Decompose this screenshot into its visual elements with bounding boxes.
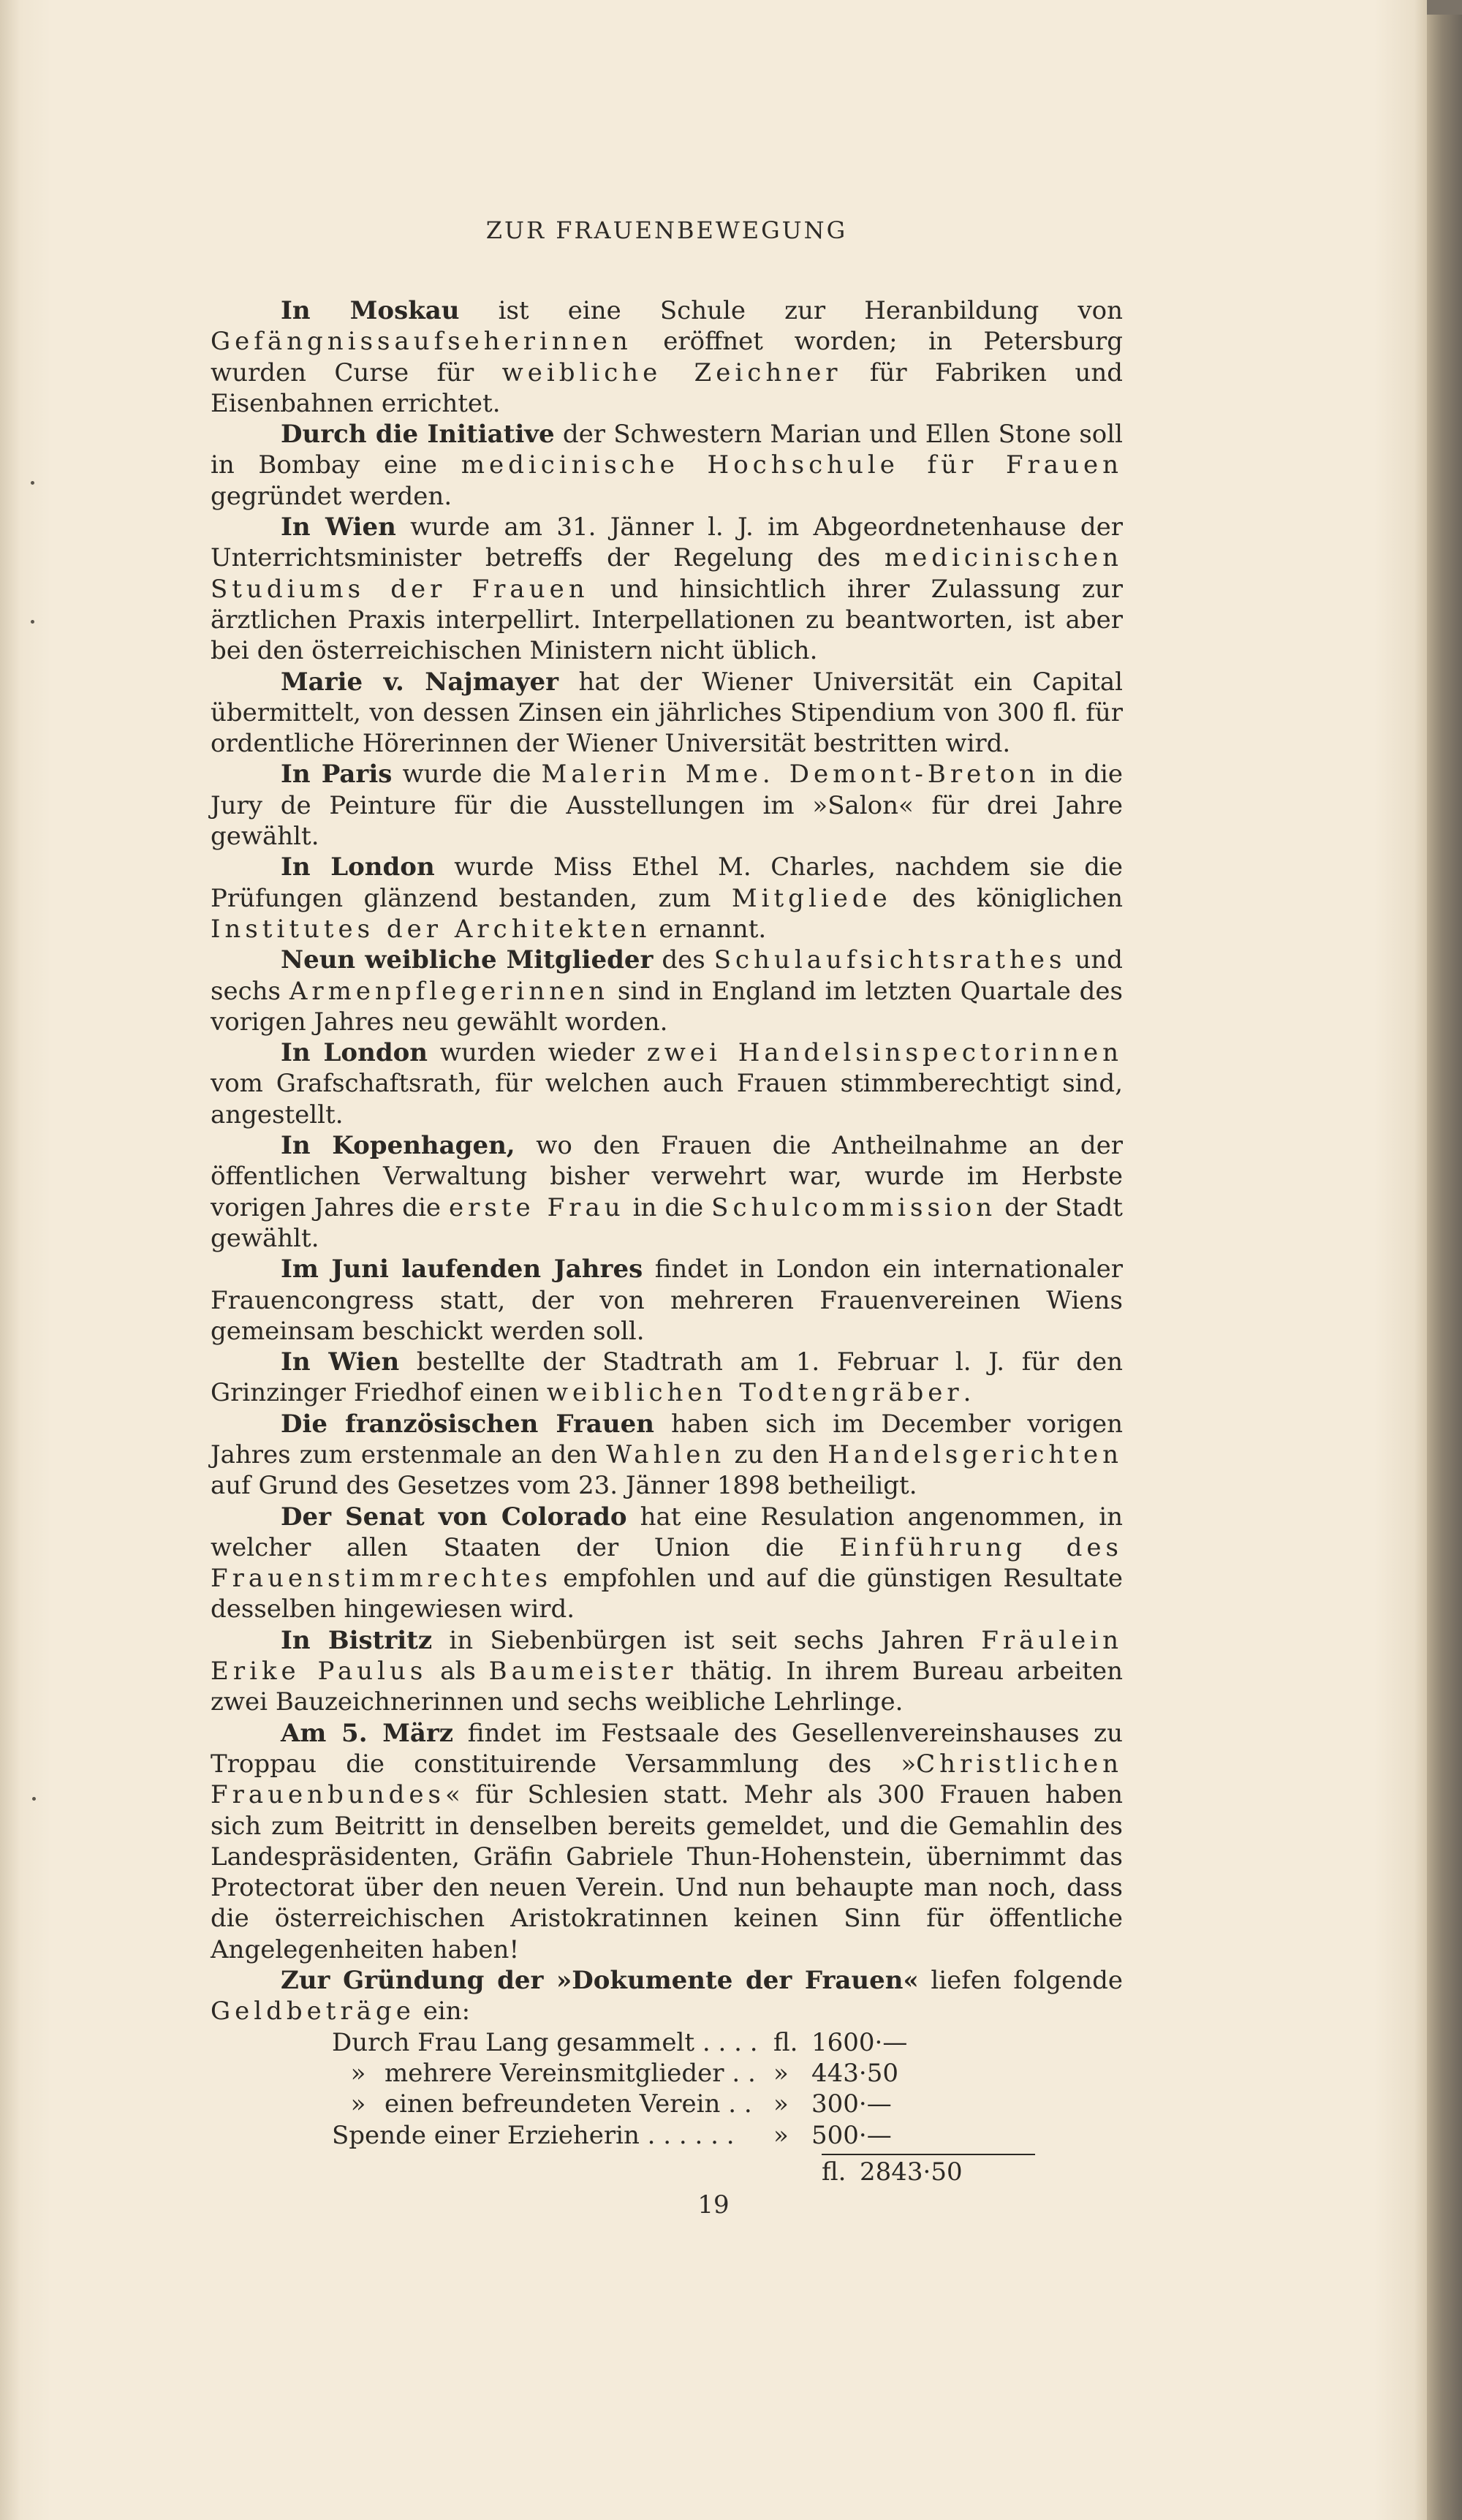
body-text: ein: [414,1997,471,2027]
lead-phrase: Durch die Initiative [281,420,555,450]
lead-phrase: In Bistritz [281,1625,433,1655]
body-text: ernannt. [651,914,767,944]
donation-currency: » [773,2120,789,2150]
lead-phrase: In London [281,1038,428,1068]
donation-amount: 500·— [811,2120,892,2150]
spaced-emphasis: Mitgliede [731,883,892,913]
body-text: des königlichen [891,883,1124,913]
lead-phrase: Die französischen Frauen [281,1409,654,1439]
donation-source: einen befreundeten Verein [385,2089,721,2119]
spaced-emphasis: Einführung des Frauenstimmrechtes [211,1532,1123,1594]
body-text: liefen folgende [918,1966,1124,1996]
ditto-mark: » [350,2058,366,2088]
news-item [211,1347,1123,1409]
donation-row [211,2089,1123,2119]
spaced-emphasis: Institutes der Architekten [211,914,651,944]
news-item [211,667,1123,760]
donation-amount: 443·50 [811,2058,898,2088]
body-text: in die [624,1192,712,1222]
news-item [211,1130,1123,1254]
donation-table [211,2027,1123,2189]
donation-currency: fl. [773,2027,798,2057]
margin-dot [31,481,34,485]
body-text: . [963,1378,971,1408]
news-item [211,1409,1123,1502]
total-currency: fl. [822,2157,846,2187]
donation-source: Spende einer Erzieherin [332,2120,640,2150]
spaced-emphasis: Christlichen Frauenbundes [211,1749,1123,1810]
leader-dots: . . . . [694,2027,758,2057]
lead-phrase: In Paris [281,760,393,790]
lead-phrase: In Wien [281,1347,400,1377]
news-item [211,419,1123,512]
body-text: für Fabriken und Eisenbahnen errichtet. [211,357,1123,418]
spaced-emphasis: erste Frau [448,1192,625,1222]
body-text: auf Grund des Gesetzes vom 23. Jänner 1898 betheiligt. [211,1471,917,1501]
spaced-emphasis: Schulaufsichtsrathes [713,945,1067,975]
body-text: als [427,1657,489,1687]
lead-phrase: In Moskau [281,296,460,325]
body-text: thätig. In ihrem Bureau arbeiten zwei Bauzeichnerinnen und sechs weibliche Lehrlinge. [211,1657,1123,1717]
donation-source: mehrere Vereinsmitglieder [385,2058,724,2088]
body-text: des [653,945,714,975]
news-item [211,1254,1123,1347]
body-text: wurde am 31. Jänner l. J. im Abgeordnetenhause der Unterrichtsminister betreffs der Regelung des [211,512,1123,573]
page-edge [1427,15,1462,2520]
news-item [211,1625,1123,1718]
body-text: der Schwestern Marian und Ellen Stone soll in Bombay eine [211,420,1123,480]
lead-phrase: Am 5. März [281,1718,454,1748]
donation-row [211,2027,1123,2058]
spaced-emphasis: Geldbeträge [211,1997,415,2027]
spaced-emphasis: Armenpflegerinnen [289,976,610,1006]
spaced-emphasis: medicinische Hochschule für Frauen [461,450,1123,480]
news-item [211,1965,1123,2027]
body-text: eröffnet worden; in Petersburg wurden Curse für [211,327,1123,387]
donation-rows [211,2027,1123,2151]
lead-phrase: Im Juni laufenden Jahres [281,1255,643,1284]
ditto-mark: » [350,2089,366,2119]
donation-amount: 1600·— [811,2027,908,2057]
spaced-emphasis: Schulcommission [711,1192,997,1222]
body-text: « für Schlesien statt. Mehr als 300 Frauen haben sich zum Beitritt in denselben bereits gemeldet, und die Gemahlin des Landespräsidenten, Gräfin Gabriele Thun-Hohenstein, übernimmt das Protectorat über den neuen Verein. Und nun behaupte man noch, dass die österreichischen Aristokratinnen keinen Sinn für öffentliche Angelegenheiten haben! [211,1780,1123,1964]
news-item [211,759,1123,852]
donation-label [211,2058,773,2089]
page-number: 19 [697,2190,730,2220]
article-body [211,295,1123,2027]
body-text: empfohlen und auf die günstigen Resultate desselben hingewiesen wird. [211,1564,1123,1624]
donation-source: Durch Frau Lang gesammelt [332,2027,695,2057]
spaced-emphasis: Handelsgerichten [827,1439,1123,1469]
news-item [211,1037,1123,1130]
body-text: der Stadt gewählt. [211,1192,1123,1253]
body-text: wurde Miss Ethel M. Charles, nachdem sie die Prüfungen glänzend bestanden, zum [211,852,1123,913]
page-title: ZUR FRAUENBEWEGUNG [485,216,848,244]
body-text: zu den [725,1439,828,1469]
news-item [211,295,1123,419]
lead-phrase: Marie v. Najmayer [281,667,559,697]
donation-currency: » [773,2089,789,2119]
body-text: wurden wieder [428,1038,647,1068]
donation-currency: » [773,2058,789,2088]
spaced-emphasis: medicinischen Studiums der Frauen [211,543,1123,604]
spaced-emphasis: Gefängnissaufseherinnen [211,327,632,357]
donation-row [211,2058,1123,2089]
body-text: haben sich im December vorigen Jahres zum erstenmale an den [211,1409,1123,1469]
donation-label [211,2089,773,2119]
spaced-emphasis: Malerin Mme. Demont-Breton [541,760,1040,790]
body-text: und hinsichtlich ihrer Zulassung zur ärztlichen Praxis interpellirt. Interpellationen zu beantworten, ist aber bei den österreichischen Ministern nicht üblich. [211,574,1123,666]
lead-phrase: Neun weibliche Mitglieder [281,945,654,975]
lead-phrase: In London [281,852,435,882]
body-text: findet in London ein internationaler Frauencongress statt, der von mehreren Frauenvereinen Wiens gemeinsam beschickt werden soll. [211,1255,1123,1346]
spaced-emphasis: weibliche Zeichner [501,357,842,387]
body-text: hat eine Resulation angenommen, in welcher allen Staaten der Union die [211,1502,1124,1562]
body-text: in die Jury de Peinture für die Ausstellungen im »Salon« für drei Jahre gewählt. [211,760,1123,852]
news-item [211,1718,1123,1965]
total-amount: 2843·50 [860,2157,963,2187]
news-item [211,945,1123,1037]
page-content [211,216,1123,2189]
lead-phrase: Zur Gründung der »Dokumente der Frauen« [281,1966,919,1996]
spaced-emphasis: Baumeister [488,1657,678,1687]
lead-phrase: In Kopenhagen, [281,1131,515,1161]
total-rule [822,2154,1035,2189]
body-text: findet im Festsaale des Gesellenvereinshauses zu Troppau die constituirende Versammlung des » [211,1718,1123,1779]
body-text: bestellte der Stadtrath am 1. Februar l. J. für den Grinzinger Friedhof einen [211,1347,1123,1408]
donation-amount: 300·— [811,2089,892,2119]
news-item [211,1502,1123,1625]
body-text: und sechs [211,945,1123,1006]
body-text: sind in England im letzten Quartale des vorigen Jahres neu gewählt worden. [211,976,1123,1037]
donation-label [211,2120,773,2151]
lead-phrase: Der Senat von Colorado [281,1502,627,1532]
margin-dot [31,620,34,624]
spaced-emphasis: Wahlen [606,1439,726,1469]
body-text: hat der Wiener Universität ein Capital übermittelt, von dessen Zinsen ein jährliches Stipendium von 300 fl. für ordentliche Hörerinnen der Wiener Universität bestritten wird. [211,667,1123,759]
donation-label [211,2027,773,2058]
body-text: in Siebenbürgen ist seit sechs Jahren [432,1625,982,1655]
body-text: gegründet werden. [211,481,452,511]
body-text: wurde die [392,760,542,790]
news-item [211,852,1123,945]
leader-dots: . . . . . . [639,2120,735,2150]
body-text: ist eine Schule zur Heranbildung von [459,296,1123,325]
spaced-emphasis: weiblichen Todtengräber [546,1378,963,1408]
leader-dots: . . [720,2089,752,2119]
leader-dots: . . [724,2058,756,2088]
body-text: vom Grafschaftsrath, für welchen auch Frauen stimmberechtigt sind, angestellt. [211,1069,1123,1130]
lead-phrase: In Wien [281,512,396,542]
spaced-emphasis: zwei Handelsinspectorinnen [646,1038,1123,1068]
spaced-emphasis: Fräulein Erike Paulus [211,1625,1124,1687]
donation-total-row [211,2154,1123,2189]
donation-row [211,2120,1123,2151]
margin-dot [32,1797,36,1801]
body-text: wo den Frauen die Antheilnahme an der öffentlichen Verwaltung bisher verwehrt war, wurde im Herbste vorigen Jahres die [211,1131,1124,1222]
news-item [211,512,1123,666]
